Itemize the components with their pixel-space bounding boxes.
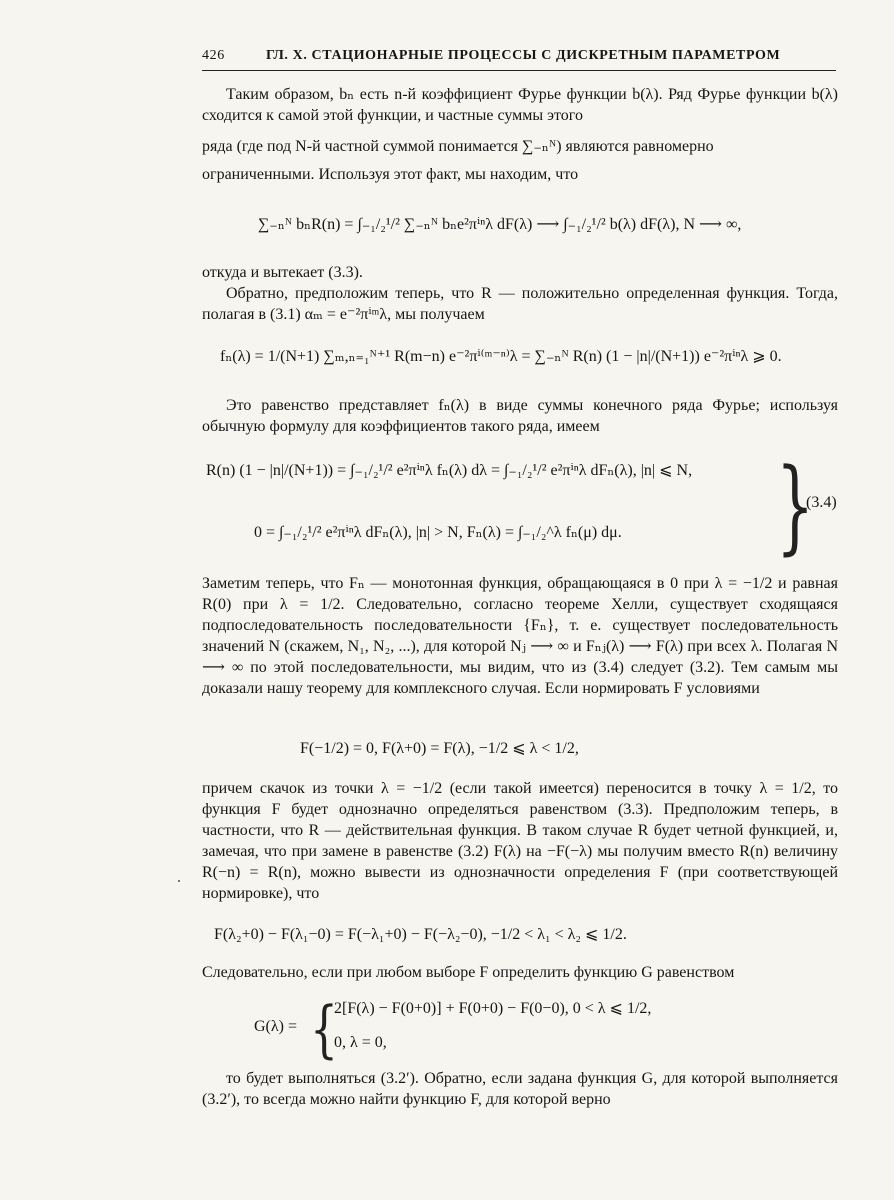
equation-4: F(−1/2) = 0, F(λ+0) = F(λ), −1/2 ⩽ λ < 1/2, xyxy=(300,740,579,757)
running-header xyxy=(202,46,836,71)
left-brace: { xyxy=(310,994,338,1066)
paragraph-1: Таким образом, bₙ есть n-й коэффициент Фурье функции b(λ). Ряд Фурье функции b(λ) сходится к самой этой функции, и частные суммы этого xyxy=(202,86,838,124)
paragraph-5: Заметим теперь, что Fₙ — монотонная функция, обращающаяся в 0 при λ = −1/2 и равная R(0) при λ = 1/2. Следовательно, согласно теореме Хелли, существует сходящаяся подпоследовательность последовательности {Fₙ}, т. е. существует последовательность значений N (скажем, N₁, N₂, ...), для которой Nⱼ ⟶ ∞ и Fₙⱼ(λ) ⟶ F(λ) при всех λ. Полагая N ⟶ ∞ по этой последовательности, мы видим, что из (3.4) следует (3.2). Тем самым мы доказали нашу теорему для комплексного случая. Если нормировать F условиями xyxy=(202,575,838,697)
scan-speck xyxy=(178,880,180,882)
paragraph-2: откуда и вытекает (3.3). xyxy=(202,264,363,281)
page-number: 426 xyxy=(202,48,225,63)
equation-number-3-4: (3.4) xyxy=(806,494,837,511)
paragraph-1-line-3: ряда (где под N-й частной суммой понимается ∑₋ₙᴺ) являются равномерно xyxy=(202,138,714,155)
paragraph-8: то будет выполняться (3.2′). Обратно, если задана функция G, для которой выполняется (3.2′), то всегда можно найти функцию F, для которой верно xyxy=(202,1070,838,1108)
equation-5: F(λ₂+0) − F(λ₁−0) = F(−λ₁+0) − F(−λ₂−0), −1/2 < λ₁ < λ₂ ⩽ 1/2. xyxy=(214,926,627,943)
equation-2: fₙ(λ) = 1/(N+1) ∑ₘ,ₙ₌₁ᴺ⁺¹ R(m−n) e⁻²πⁱ⁽ᵐ⁻ⁿ⁾λ = ∑₋ₙᴺ R(n) (1 − |n|/(N+1)) e⁻²πⁱⁿλ ⩾ 0. xyxy=(220,348,782,365)
right-brace: } xyxy=(776,447,815,567)
paragraph-1-line-4: ограниченными. Используя этот факт, мы находим, что xyxy=(202,166,579,183)
paragraph-7: Следовательно, если при любом выборе F определить функцию G равенством xyxy=(202,964,735,981)
equation-1: ∑₋ₙᴺ bₙR(n) = ∫₋₁/₂¹/² ∑₋ₙᴺ bₙe²πⁱⁿλ dF(λ) ⟶ ∫₋₁/₂¹/² b(λ) dF(λ), N ⟶ ∞, xyxy=(258,216,742,233)
equation-6-case-2: 0, λ = 0, xyxy=(334,1034,387,1051)
running-title: ГЛ. X. СТАЦИОНАРНЫЕ ПРОЦЕССЫ С ДИСКРЕТНЫМ ПАРАМЕТРОМ xyxy=(266,48,781,63)
equation-6-case-1: 2[F(λ) − F(0+0)] + F(0+0) − F(0−0), 0 < λ ⩽ 1/2, xyxy=(334,1000,652,1017)
equation-3-line-2: 0 = ∫₋₁/₂¹/² e²πⁱⁿλ dFₙ(λ), |n| > N, Fₙ(λ) = ∫₋₁/₂^λ fₙ(μ) dμ. xyxy=(254,524,622,541)
paragraph-6: причем скачок из точки λ = −1/2 (если такой имеется) переносится в точку λ = 1/2, то функция F будет однозначно определяться равенством (3.3). Предположим теперь, в частности, что R — действительная функция. В таком случае R будет четной функцией, и, замечая, что при замене в равенстве (3.2) F(λ) на −F(−λ) мы получим вместо R(n) величину R(−n) = R(n), можно вывести из однозначности определения F (при соответствующей нормировке), что xyxy=(202,780,838,902)
paragraph-3: Обратно, предположим теперь, что R — положительно определенная функция. Тогда, полагая в (3.1) αₘ = e⁻²πⁱᵐλ, мы получаем xyxy=(202,285,838,323)
equation-3-line-1: R(n) (1 − |n|/(N+1)) = ∫₋₁/₂¹/² e²πⁱⁿλ fₙ(λ) dλ = ∫₋₁/₂¹/² e²πⁱⁿλ dFₙ(λ), |n| ⩽ N, xyxy=(206,462,693,479)
paragraph-4: Это равенство представляет fₙ(λ) в виде суммы конечного ряда Фурье; используя обычную формулу для коэффициентов такого ряда, имеем xyxy=(202,397,838,435)
equation-6-lhs: G(λ) = xyxy=(254,1018,297,1035)
